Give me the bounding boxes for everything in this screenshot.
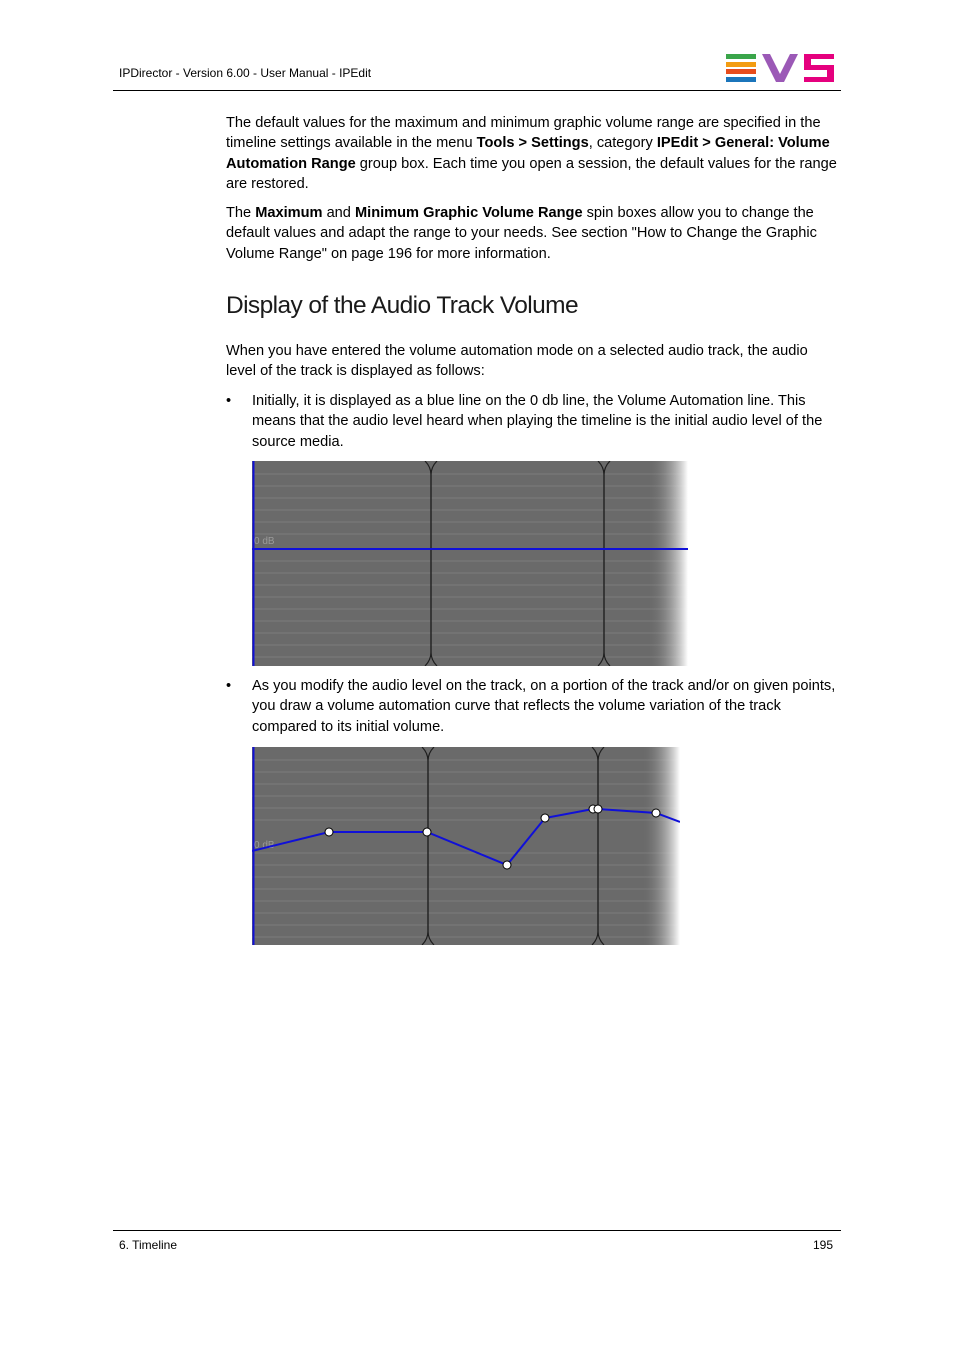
- footer-rule: [113, 1230, 841, 1231]
- section-lead: When you have entered the volume automation mode on a selected audio track, the audio level of the track is displayed as follows:: [226, 343, 808, 380]
- volume-automation-curve-screenshot: [252, 747, 680, 945]
- keypoint[interactable]: [503, 861, 511, 869]
- intro-paragraph-2: The Maximum and Minimum Graphic Volume Range spin boxes allow you to change the default values and adapt the range to your needs. See section "How to Change the Graphic Volume Range" on page 196 for more information.: [226, 205, 817, 262]
- header-rule: [113, 90, 841, 91]
- intro-paragraph-1: The default values for the maximum and minimum graphic volume range are specified in the timeline settings available in the menu Tools > Settings, category IPEdit > General: Volume Automation Range group box. Each time you open a session, the default values for the range are restored.: [226, 115, 837, 193]
- bullet-marker-2: •: [226, 678, 232, 694]
- header-title: IPDirector - Version 6.00 - User Manual - IPEdit: [119, 66, 372, 80]
- bullet-text-2: As you modify the audio level on the track, on a portion of the track and/or on given points, you draw a volume automation curve that reflects the volume variation of the track compared to its initial volume.: [252, 678, 836, 735]
- evs-logo: [726, 54, 834, 82]
- keypoint[interactable]: [423, 828, 431, 836]
- track-background: [252, 747, 680, 945]
- track-edge-fade: [648, 461, 688, 666]
- keypoint[interactable]: [325, 828, 333, 836]
- section-heading: Display of the Audio Track Volume: [226, 292, 578, 319]
- zero-db-label: 0 dB: [254, 536, 275, 547]
- bullet-marker-1: •: [226, 393, 232, 409]
- bullet-text-1: Initially, it is displayed as a blue line on the 0 db line, the Volume Automation line. This means that the audio level heard when playing the timeline is the initial audio level of the source media.: [252, 393, 823, 450]
- track-background: [252, 461, 688, 666]
- page-number: 195: [812, 1238, 833, 1252]
- track-edge-fade: [642, 747, 680, 945]
- volume-automation-line-screenshot: [252, 461, 688, 666]
- zero-db-label: 0 dB: [254, 840, 275, 851]
- keypoint[interactable]: [594, 805, 602, 813]
- footer-chapter: 6. Timeline: [119, 1238, 178, 1252]
- keypoint[interactable]: [541, 814, 549, 822]
- keypoint[interactable]: [652, 809, 660, 817]
